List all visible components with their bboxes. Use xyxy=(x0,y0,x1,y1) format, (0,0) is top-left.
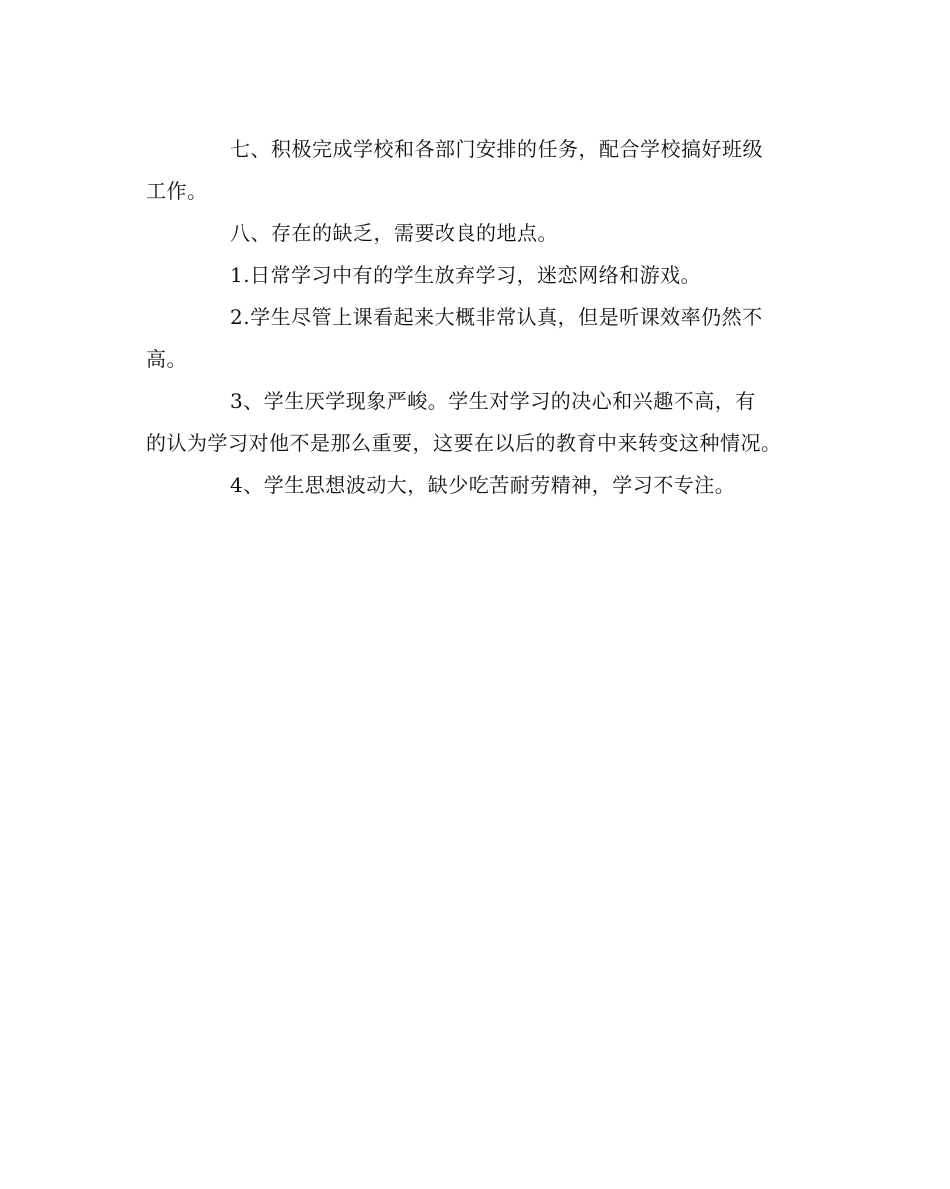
paragraph-line: 4、学生思想波动大，缺少吃苦耐劳精神，学习不专注。 xyxy=(230,473,736,497)
paragraph-line: 3、学生厌学现象严峻。学生对学习的决心和兴趣不高，有 xyxy=(230,389,756,413)
paragraph-line: 七、积极完成学校和各部门安排的任务，配合学校搞好班级 xyxy=(230,137,763,161)
paragraph-line: 工作。 xyxy=(146,179,208,203)
paragraph-item-2 xyxy=(146,296,826,380)
paragraph-item-1 xyxy=(146,254,826,296)
paragraph-line: 2.学生尽管上课看起来大概非常认真，但是听课效率仍然不 xyxy=(230,305,763,329)
paragraph-line: 的认为学习对他不是那么重要，这要在以后的教育中来转变这种情况。 xyxy=(146,431,782,455)
paragraph-line: 1.日常学习中有的学生放弃学习，迷恋网络和游戏。 xyxy=(230,263,702,287)
paragraph-line: 八、存在的缺乏，需要改良的地点。 xyxy=(230,221,558,245)
paragraph-line: 高。 xyxy=(146,347,187,371)
paragraph-section-7 xyxy=(146,128,826,212)
document-body xyxy=(146,128,826,506)
paragraph-section-8 xyxy=(146,212,826,254)
paragraph-item-4 xyxy=(146,464,826,506)
paragraph-item-3 xyxy=(146,380,826,464)
